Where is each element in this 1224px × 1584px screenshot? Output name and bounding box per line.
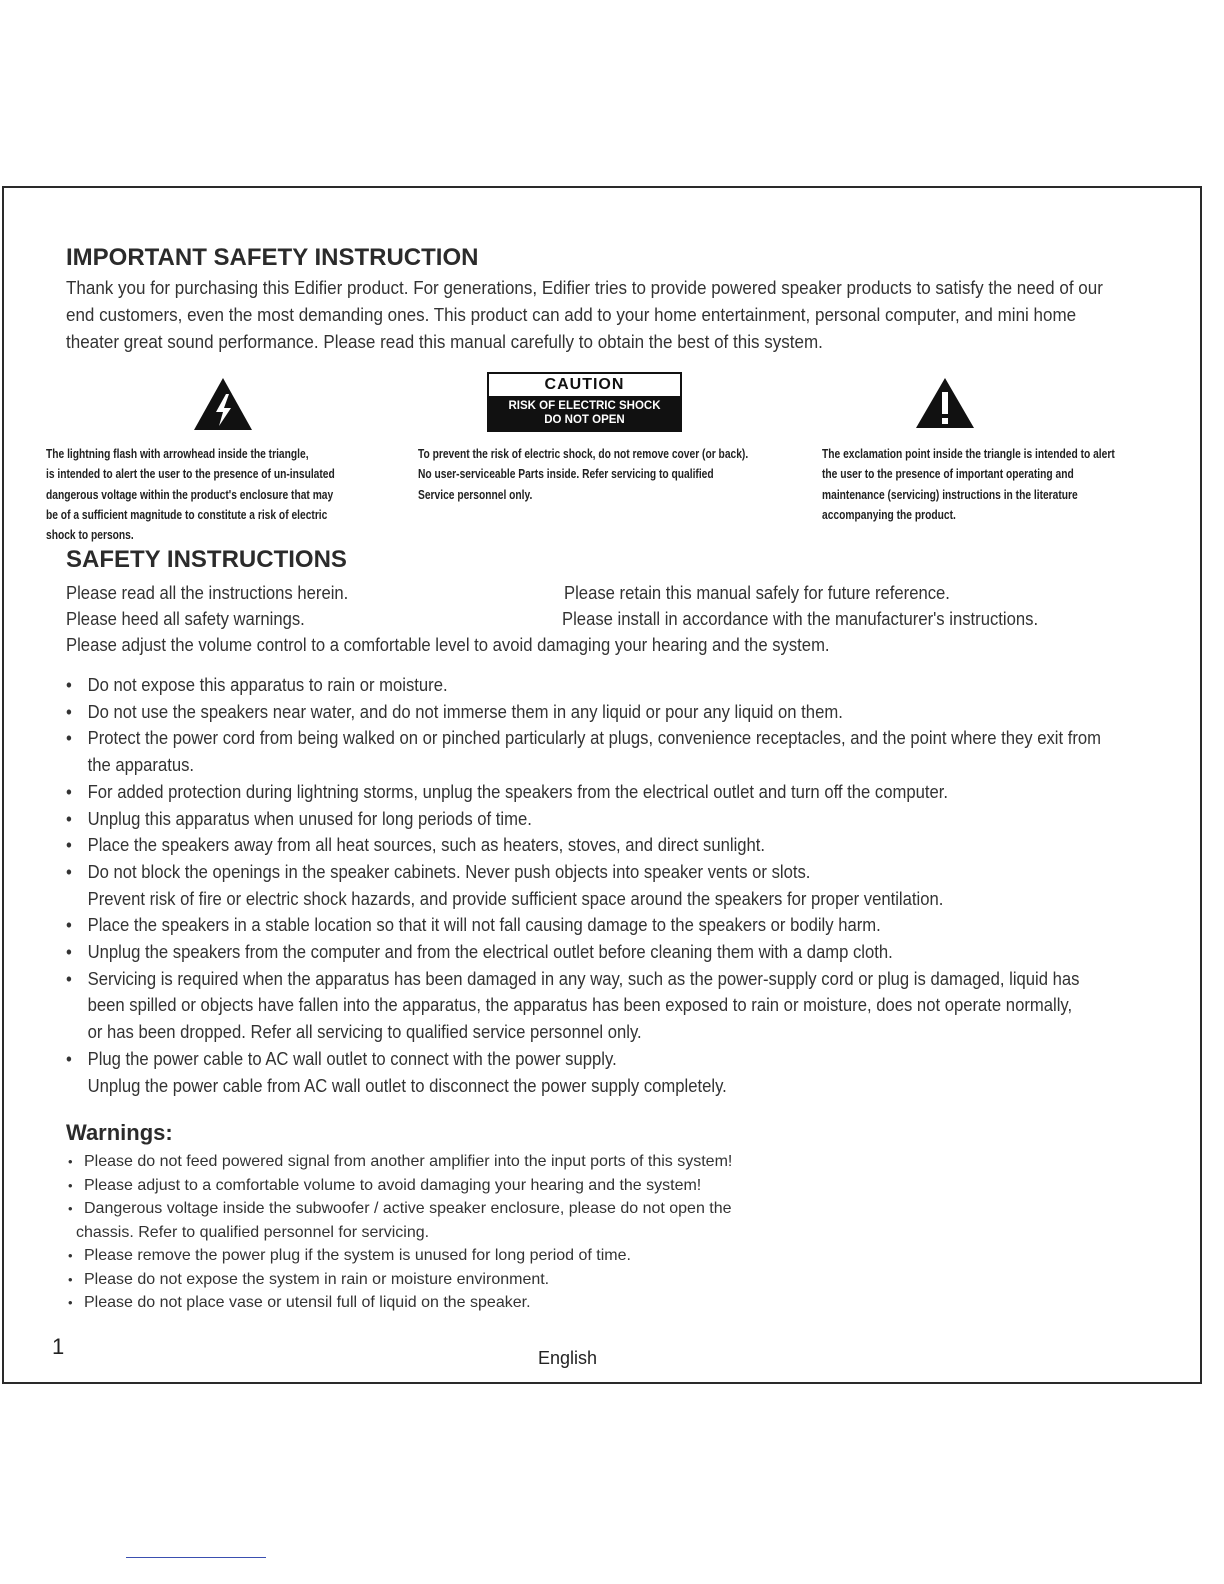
list-item: • For added protection during lightning storms, unplug the speakers from the electrical outlet and turn off the computer.	[66, 779, 1173, 806]
intro-line: theater great sound performance. Please read this manual carefully to obtain the best of this system.	[66, 331, 823, 352]
list-item: • Unplug the speakers from the computer and from the electrical outlet before cleaning them with a damp cloth.	[66, 939, 1173, 966]
list-item: • Dangerous voltage inside the subwoofer / active speaker enclosure, please do not open the chassis. Refer to qualified personnel for servicing.	[66, 1197, 866, 1244]
text-line: be of a sufficient magnitude to constitute a risk of electric	[46, 507, 328, 522]
list-item: • Please adjust to a comfortable volume to avoid damaging your hearing and the system!	[66, 1174, 866, 1198]
caution-description	[418, 444, 748, 505]
list-item: • Protect the power cord from being walked on or pinched particularly at plugs, convenience receptacles, and the point where they exit from the apparatus.	[66, 725, 1173, 778]
safety-line-right-2: Please install in accordance with the manufacturer's instructions.	[562, 608, 1039, 629]
caution-label	[487, 372, 682, 432]
caution-title: CAUTION	[489, 374, 680, 396]
lightning-triangle-icon	[192, 376, 254, 432]
warnings-list	[66, 1150, 866, 1315]
list-item: • Plug the power cable to AC wall outlet to connect with the power supply. Unplug the power cable from AC wall outlet to disconnect the power supply completely.	[66, 1046, 1173, 1099]
list-item: • Please remove the power plug if the system is unused for long period of time.	[66, 1244, 866, 1268]
safety-line-right-1: Please retain this manual safely for future reference.	[564, 582, 950, 603]
safety-line-left-1: Please read all the instructions herein.	[66, 582, 349, 603]
safety-heading: SAFETY INSTRUCTIONS	[66, 546, 347, 573]
list-item: • Unplug this apparatus when unused for long periods of time.	[66, 806, 1173, 833]
exclamation-triangle-icon	[914, 376, 976, 430]
list-item: • Place the speakers away from all heat sources, such as heaters, stoves, and direct sunlight.	[66, 832, 1173, 859]
intro-paragraph	[66, 274, 1170, 355]
safety-bullet-list	[66, 672, 1173, 1099]
text-line: Service personnel only.	[418, 487, 533, 502]
exclamation-description	[822, 444, 1115, 525]
text-line: dangerous voltage within the product's enclosure that may	[46, 487, 334, 502]
text-line: The lightning flash with arrowhead inside the triangle,	[46, 447, 309, 461]
text-line: maintenance (servicing) instructions in the literature	[822, 487, 1078, 502]
text-line: To prevent the risk of electric shock, do not remove cover (or back).	[418, 447, 749, 461]
list-item: • Please do not feed powered signal from another amplifier into the input ports of this system!	[66, 1150, 866, 1174]
caution-line: RISK OF ELECTRIC SHOCK	[508, 400, 661, 412]
text-line: accompanying the product.	[822, 507, 956, 522]
text-line: The exclamation point inside the triangle is intended to alert	[822, 447, 1115, 461]
warnings-heading: Warnings:	[66, 1120, 173, 1145]
list-item: • Do not expose this apparatus to rain or moisture.	[66, 672, 1173, 699]
text-line: the user to the presence of important operating and	[822, 467, 1074, 482]
list-item: • Do not block the openings in the speaker cabinets. Never push objects into speaker vents or slots. Prevent risk of fire or electric shock hazards, and provide sufficient space around the speakers for proper ventilation.	[66, 859, 1173, 912]
text-line: is intended to alert the user to the presence of un-insulated	[46, 467, 335, 482]
text-line: No user-serviceable Parts inside. Refer servicing to qualified	[418, 467, 714, 482]
safety-line-3: Please adjust the volume control to a comfortable level to avoid damaging your hearing and the system.	[66, 634, 830, 655]
intro-line: end customers, even the most demanding ones. This product can add to your home entertainment, personal computer, and mini home	[66, 304, 1077, 325]
caution-line: DO NOT OPEN	[544, 414, 625, 426]
page-number: 1	[52, 1334, 65, 1359]
list-item: • Do not use the speakers near water, and do not immerse them in any liquid or pour any liquid on them.	[66, 699, 1173, 726]
safety-line-left-2: Please heed all safety warnings.	[66, 608, 305, 629]
list-item: • Place the speakers in a stable location so that it will not fall causing damage to the speakers or bodily harm.	[66, 912, 1173, 939]
intro-line: Thank you for purchasing this Edifier product. For generations, Edifier tries to provide powered speaker products to satisfy the need of our	[66, 277, 1103, 298]
page-title: IMPORTANT SAFETY INSTRUCTION	[66, 244, 479, 271]
footer-rule	[126, 1557, 266, 1558]
caution-warning	[489, 396, 680, 430]
language-label: English	[538, 1348, 598, 1368]
lightning-description	[46, 444, 335, 545]
text-line: shock to persons.	[46, 528, 134, 543]
list-item: • Please do not expose the system in rain or moisture environment.	[66, 1268, 866, 1292]
list-item: • Please do not place vase or utensil full of liquid on the speaker.	[66, 1291, 866, 1315]
list-item: • Servicing is required when the apparatus has been damaged in any way, such as the power-supply cord or plug is damaged, liquid has been spilled or objects have fallen into the apparatus, the apparatus has been exposed to rain or moisture, does not operate normally, or has been dropped. Refer all servicing to qualified service personnel only.	[66, 966, 1173, 1046]
